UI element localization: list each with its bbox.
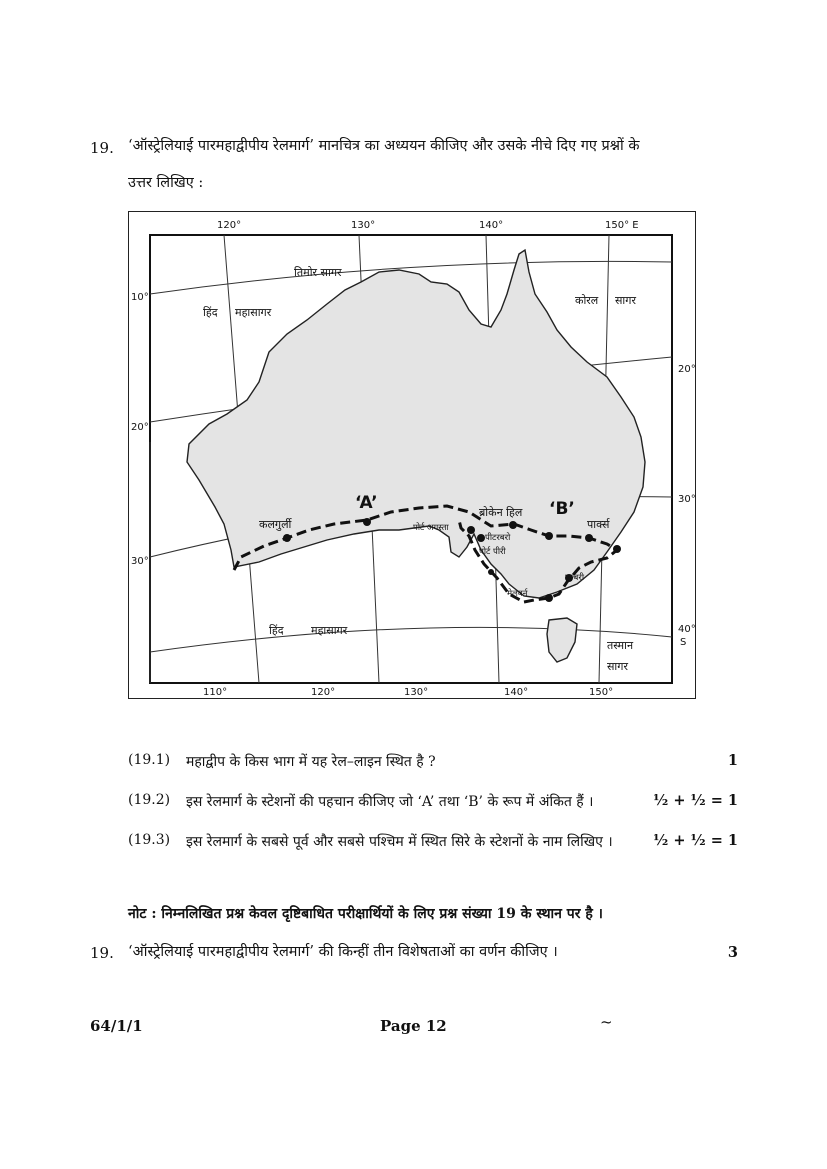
station-adelaide xyxy=(488,569,494,575)
subquestion-3-text: इस रेलमार्ग के सबसे पूर्व और सबसे पश्चिम में स्थित सिरे के स्टेशनों के नाम लिखिए । xyxy=(186,834,613,850)
question-number: 19. xyxy=(90,139,114,157)
lon-bottom-130: 130° xyxy=(404,687,429,698)
lon-bottom-110: 110° xyxy=(203,687,228,698)
label-tasman-sea-2: सागर xyxy=(607,660,628,673)
question-text-line1: ‘ऑस्ट्रेलियाई पारमहाद्वीपीय रेलमार्ग’ मानचित्र का अध्ययन कीजिए और उसके नीचे दिए गए प्रश्नों के xyxy=(128,138,640,154)
subquestion-1-marks: 1 xyxy=(727,752,738,769)
footer-paper-code: 64/1/1 xyxy=(90,1017,143,1035)
lon-top-150: 150° E xyxy=(605,220,639,231)
lat-right-20: 20° xyxy=(678,364,695,375)
label-timor-sea: तिमोर सागर xyxy=(294,266,342,279)
label-coral-sea-2: सागर xyxy=(615,294,636,307)
label-broken-hill: ब्रोकेन हिल xyxy=(479,506,523,519)
label-peterborough: पीटरबरो xyxy=(485,533,511,543)
alt-question-text: ‘ऑस्ट्रेलियाई पारमहाद्वीपीय रेलमार्ग’ की किन्हीं तीन विशेषताओं का वर्णन कीजिए । xyxy=(128,944,558,960)
station-kalgoorlie xyxy=(283,534,291,542)
subquestion-2-text: इस रेलमार्ग के स्टेशनों की पहचान कीजिए जो ‘A’ तथा ‘B’ के रूप में अंकित हैं । xyxy=(186,794,594,810)
label-parkes: पार्क्स xyxy=(587,518,610,531)
australia-railway-map xyxy=(128,211,696,699)
label-port-pirie: पोर्ट पीरी xyxy=(479,547,506,557)
lat-right-30: 30° xyxy=(678,494,695,505)
label-indian-ocean-north-1: हिंद xyxy=(203,306,218,319)
marker-b: ‘B’ xyxy=(549,499,575,519)
subquestion-3-number: (19.3) xyxy=(128,832,171,848)
lon-top-140: 140° xyxy=(479,220,504,231)
footer-symbol: ~ xyxy=(600,1013,613,1031)
lat-left-20: 20° xyxy=(131,422,149,433)
station-sydney-end xyxy=(613,545,621,553)
lat-right-s: S xyxy=(680,637,687,648)
lon-bottom-120: 120° xyxy=(311,687,336,698)
label-melbourne: मेलबर्न xyxy=(507,589,528,599)
map-svg xyxy=(129,212,695,698)
lat-right-40: 40° xyxy=(678,624,695,635)
label-tasman-sea-1: तस्मान xyxy=(607,639,634,652)
label-albury: एल्बरी xyxy=(565,573,585,583)
subquestion-1-text: महाद्वीप के किस भाग में यह रेल–लाइन स्थित है ? xyxy=(186,754,436,770)
station-melbourne xyxy=(545,594,553,602)
label-port-augusta: पोर्ट अगस्ता xyxy=(413,523,449,533)
subquestion-2-number: (19.2) xyxy=(128,792,171,808)
station-broken-hill xyxy=(509,521,517,529)
station-peterborough xyxy=(477,534,485,542)
subquestion-3-marks: ½ + ½ = 1 xyxy=(653,832,738,849)
label-indian-ocean-south-2: महासागर xyxy=(311,624,348,637)
station-b xyxy=(545,532,553,540)
station-port-augusta xyxy=(467,526,475,534)
footer-page-number: Page 12 xyxy=(380,1017,447,1035)
lon-top-130: 130° xyxy=(351,220,376,231)
alt-question-number: 19. xyxy=(90,944,114,962)
note-text: नोट : निम्नलिखित प्रश्न केवल दृष्टिबाधित परीक्षार्थियों के लिए प्रश्न संख्या 19 के स्थान पर है । xyxy=(128,906,603,922)
label-indian-ocean-north-2: महासागर xyxy=(235,306,272,319)
lat-left-10: 10° xyxy=(131,292,149,303)
lon-bottom-140: 140° xyxy=(504,687,529,698)
tasmania xyxy=(547,618,577,662)
lon-top-120: 120° xyxy=(217,220,242,231)
subquestion-1-number: (19.1) xyxy=(128,752,171,768)
station-a xyxy=(363,518,371,526)
lon-bottom-150: 150° xyxy=(589,687,614,698)
lat-left-30: 30° xyxy=(131,556,149,567)
marker-a: ‘A’ xyxy=(355,493,378,513)
subquestion-2-marks: ½ + ½ = 1 xyxy=(653,792,738,809)
label-kalgoorlie: कलगुर्ली xyxy=(259,518,292,531)
label-coral-sea-1: कोरल xyxy=(575,294,599,307)
station-parkes xyxy=(585,534,593,542)
alt-question-marks: 3 xyxy=(727,944,738,961)
question-text-line2: उत्तर लिखिए : xyxy=(128,175,204,191)
label-indian-ocean-south-1: हिंद xyxy=(269,624,284,637)
